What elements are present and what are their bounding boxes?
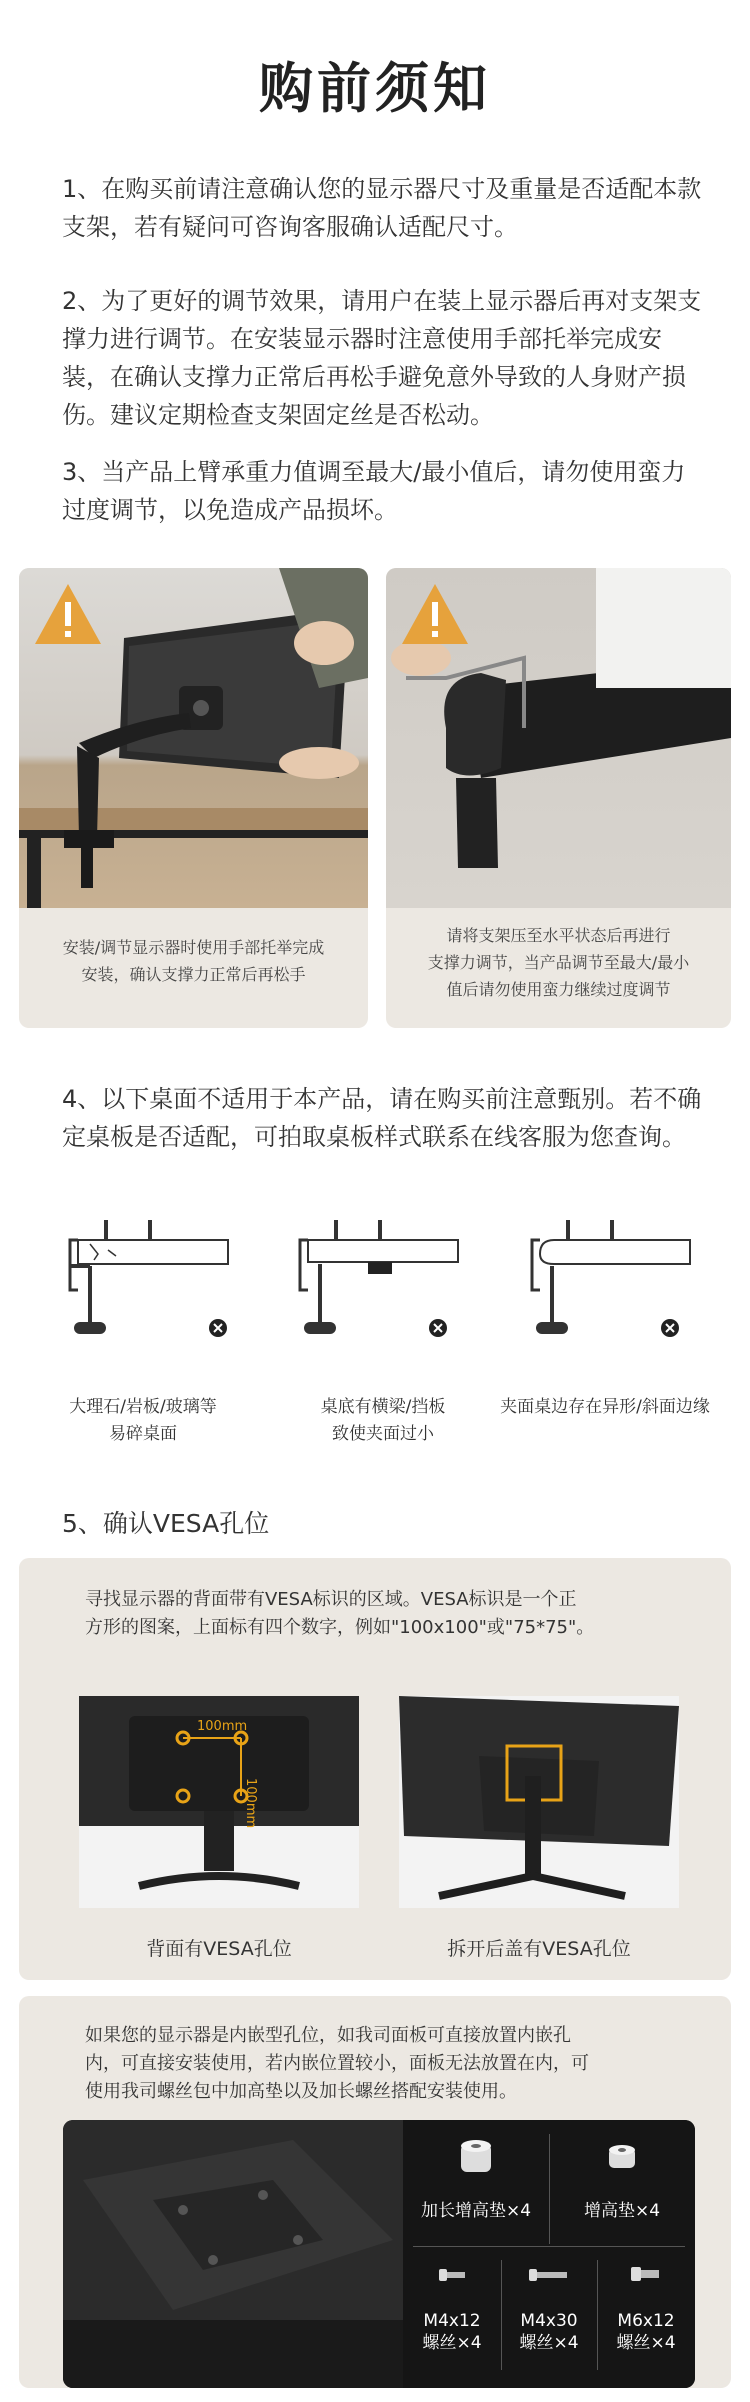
vesa-label-cover-removed: 拆开后盖有VESA孔位 [447,1938,631,1960]
vesa-dim-vertical: 100mm [243,1778,258,1829]
hardware-m4x12 [403,2310,501,2354]
notice-4: 4、以下桌面不适用于本产品，请在购买前注意甄别。若不确定桌板是否适配，可拍取桌板样式联系在线客服为您查询。 [62,1085,702,1151]
warning-icon [400,582,470,646]
long-spacer-icon [459,2138,493,2176]
warning-card-adjust [386,568,731,1028]
monitor-back-vesa-photo [79,1696,359,1908]
hardware-label: 螺丝×4 [519,2333,579,2353]
vesa-text-line: 寻找显示器的背面带有VESA标识的区域。VESA标识是一个正 [85,1589,577,1610]
hardware-list [403,2120,695,2388]
adjust-photo [386,568,731,908]
hardware-m6x12 [597,2310,695,2354]
caption-line: 安装，确认支撑力正常后再松手 [81,965,306,984]
inner-text-line: 如果您的显示器是内嵌型孔位，如我司面板可直接放置内嵌孔 [85,2025,571,2046]
warning-icon [33,582,103,646]
warning-card-install [19,568,368,1028]
desk-label-line: 大理石/岩板/玻璃等 [69,1397,217,1417]
hardware-label: 螺丝×4 [616,2333,676,2353]
hardware-label: 增高垫×4 [583,2201,661,2221]
vesa-text-line: 方形的图案，上面标有四个数字，例如"100x100"或"75*75"。 [85,1617,595,1638]
inner-text-line: 内，可直接安装使用，若内嵌位置较小，面板无法放置在内，可 [85,2053,589,2074]
caption-line: 安装/调节显示器时使用手部托举完成 [62,938,325,957]
notice-3: 3、当产品上臂承重力值调至最大/最小值后，请勿使用蛮力过度调节，以免造成产品损坏。 [62,458,686,524]
screw-m6x12-icon [631,2266,661,2282]
divider [413,2246,685,2247]
hardware-spacer [549,2200,695,2222]
caption-line: 请将支架压至水平状态后再进行 [446,926,671,945]
desk-label-beam [288,1394,478,1448]
beam-desk-diagram [298,1210,468,1380]
irregular-edge-desk-diagram [530,1210,700,1380]
warning-card-adjust-caption [386,922,731,1003]
monitor-cover-removed-photo [399,1696,679,1908]
caption-line: 支撑力调节，当产品调节至最大/最小 [427,953,690,972]
fragile-desk-diagram [68,1210,238,1380]
desk-label-line: 夹面桌边存在异形/斜面边缘 [500,1397,710,1417]
hardware-label: 螺丝×4 [422,2333,482,2353]
section-5-heading: 5、确认VESA孔位 [62,1509,270,1538]
inner-text-line: 使用我司螺丝包中加高垫以及加长螺丝搭配安装使用。 [85,2081,517,2102]
warning-card-install-caption [19,934,368,988]
desk-label-fragile [48,1394,238,1448]
page-title: 购前须知 [259,57,491,120]
hardware-label: M4x12 [423,2311,481,2331]
desk-label-line: 桌底有横梁/挡板 [320,1397,446,1417]
notice-2: 2、为了更好的调节效果，请用户在装上显示器后再对支架支撑力进行调节。在安装显示器时注意使用手部托举完成安装，在确认支撑力正常后再松手避免意外导致的人身财产损伤。建议定期检查支架固定丝是否松动。 [62,287,702,429]
caption-line: 值后请勿使用蛮力继续过度调节 [446,980,671,999]
desk-label-irregular [485,1394,725,1421]
hardware-box [63,2120,695,2388]
screw-m4x30-icon [529,2268,569,2282]
desk-label-line: 致使夹面过小 [332,1424,434,1444]
vesa-panel-text [85,1586,685,1642]
spacer-icon [607,2142,637,2172]
inner-mount-text [85,2022,685,2106]
vesa-dim-horizontal: 100mm [197,1719,248,1734]
divider [549,2134,550,2244]
notice-1: 1、在购买前请注意确认您的显示器尺寸及重量是否适配本款支架，若有疑问可咨询客服确认适配尺寸。 [62,175,702,241]
install-photo [19,568,368,908]
screw-m4x12-icon [439,2268,467,2282]
hardware-long-spacer [403,2200,549,2222]
hardware-label: 加长增高垫×4 [420,2201,532,2221]
hardware-m4x30 [501,2310,597,2354]
hardware-label: M4x30 [520,2311,578,2331]
inner-vesa-photo [63,2120,403,2388]
vesa-label-back: 背面有VESA孔位 [146,1938,292,1960]
vesa-panel [19,1558,731,1980]
desk-label-line: 易碎桌面 [109,1424,177,1444]
hardware-label: M6x12 [617,2311,675,2331]
